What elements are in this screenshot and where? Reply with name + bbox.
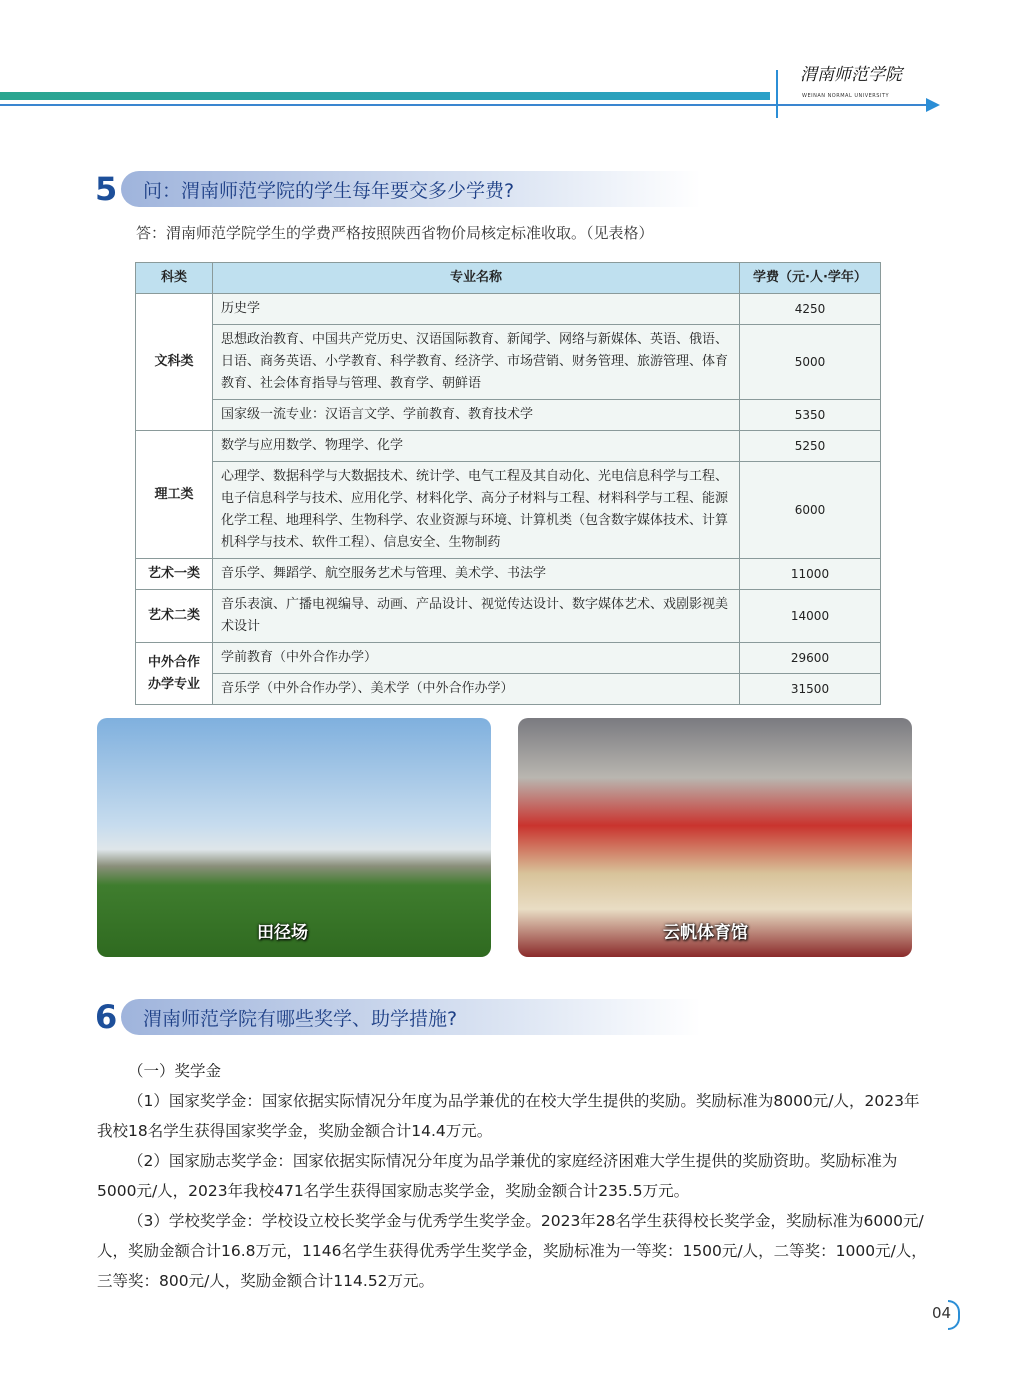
majors-cell: 学前教育（中外合作办学）: [213, 643, 740, 674]
paragraph: （1）国家奖学金：国家依据实际情况分年度为品学兼优的在校大学生提供的奖励。奖励标准为8000元/人，2023年我校18名学生获得国家奖学金，奖励金额合计14.4万元。: [97, 1092, 920, 1140]
fee-cell: 14000: [740, 590, 881, 643]
page-number-bracket: [948, 1300, 960, 1330]
table-row: [136, 643, 881, 674]
majors-cell: 音乐学（中外合作办学）、美术学（中外合作办学）: [213, 674, 740, 705]
header-bar: [0, 92, 770, 100]
paragraph: （2）国家励志奖学金：国家依据实际情况分年度为品学兼优的家庭经济困难大学生提供的奖励资助。奖励标准为5000元/人，2023年我校471名学生获得国家励志奖学金，奖励金额合计235.5万元。: [97, 1152, 898, 1200]
header-line: [0, 104, 930, 106]
category-cell: 中外合作办学专业: [136, 643, 213, 705]
fee-cell: 5000: [740, 325, 881, 400]
fee-cell: 4250: [740, 294, 881, 325]
majors-cell: 国家级一流专业：汉语言文学、学前教育、教育技术学: [213, 400, 740, 431]
section-number: 5: [95, 170, 118, 208]
majors-cell: 数学与应用数学、物理学、化学: [213, 431, 740, 462]
fee-cell: 29600: [740, 643, 881, 674]
majors-cell: 心理学、数据科学与大数据技术、统计学、电气工程及其自动化、光电信息科学与工程、电子信息科学与技术、应用化学、材料化学、高分子材料与工程、材料科学与工程、能源化学工程、地理科学、生物科学、农业资源与环境、计算机类（包含数字媒体技术、计算机科学与技术、软件工程）、信息安全、生物制药: [213, 462, 740, 559]
fee-cell: 5350: [740, 400, 881, 431]
section-6-heading: [95, 998, 701, 1036]
majors-cell: 音乐学、舞蹈学、航空服务艺术与管理、美术学、书法学: [213, 559, 740, 590]
section-number: 6: [95, 998, 118, 1036]
paragraph: （3）学校奖学金：学校设立校长奖学金与优秀学生奖学金。2023年28名学生获得校长奖学金，奖励标准为6000元/人，奖励金额合计16.8万元，1146名学生获得优秀学生奖学金，奖励标准为一等奖：1500元/人，二等奖：1000元/人，三等奖：800元/人，奖励金额合计114.52万元。: [97, 1212, 927, 1290]
table-row: [136, 559, 881, 590]
table-row: [136, 431, 881, 462]
fee-cell: 11000: [740, 559, 881, 590]
category-cell: 文科类: [136, 294, 213, 431]
col-header: 专业名称: [213, 263, 740, 294]
col-header: 学费（元·人·学年）: [740, 263, 881, 294]
category-cell: 艺术二类: [136, 590, 213, 643]
section-title: 问：渭南师范学院的学生每年要交多少学费?: [121, 171, 701, 207]
section-title: 渭南师范学院有哪些奖学、助学措施?: [121, 999, 701, 1035]
photo-caption: 云帆体育馆: [663, 923, 748, 943]
arrow-icon: [926, 98, 940, 112]
fee-cell: 6000: [740, 462, 881, 559]
table-row: [136, 590, 881, 643]
table-row: [136, 462, 881, 559]
fee-cell: 31500: [740, 674, 881, 705]
category-cell: 理工类: [136, 431, 213, 559]
table-row: [136, 294, 881, 325]
scholarship-text: [97, 1056, 927, 1296]
majors-cell: 历史学: [213, 294, 740, 325]
fee-table: [135, 262, 881, 705]
col-header: 科类: [136, 263, 213, 294]
table-row: [136, 325, 881, 400]
category-cell: 艺术一类: [136, 559, 213, 590]
majors-cell: 思想政治教育、中国共产党历史、汉语国际教育、新闻学、网络与新媒体、英语、俄语、日语、商务英语、小学教育、科学教育、经济学、市场营销、财务管理、旅游管理、体育教育、社会体育指导与管理、教育学、朝鲜语: [213, 325, 740, 400]
page-number: 04: [932, 1304, 952, 1322]
section-5-heading: [95, 170, 701, 208]
logo-en: WEINAN NORMAL UNIVERSITY: [802, 93, 890, 99]
answer-text: 答：渭南师范学院学生的学费严格按照陕西省物价局核定标准收取。（见表格）: [136, 224, 654, 242]
gymnasium-photo: [518, 718, 912, 957]
table-row: [136, 674, 881, 705]
paragraph: （一）奖学金: [128, 1062, 222, 1080]
logo: 渭南师范学院: [800, 65, 902, 85]
majors-cell: 音乐表演、广播电视编导、动画、产品设计、视觉传达设计、数字媒体艺术、戏剧影视美术设计: [213, 590, 740, 643]
photo-caption: 田径场: [257, 923, 308, 943]
divider: [776, 70, 778, 118]
stadium-photo: [97, 718, 491, 957]
fee-cell: 5250: [740, 431, 881, 462]
table-row: [136, 400, 881, 431]
